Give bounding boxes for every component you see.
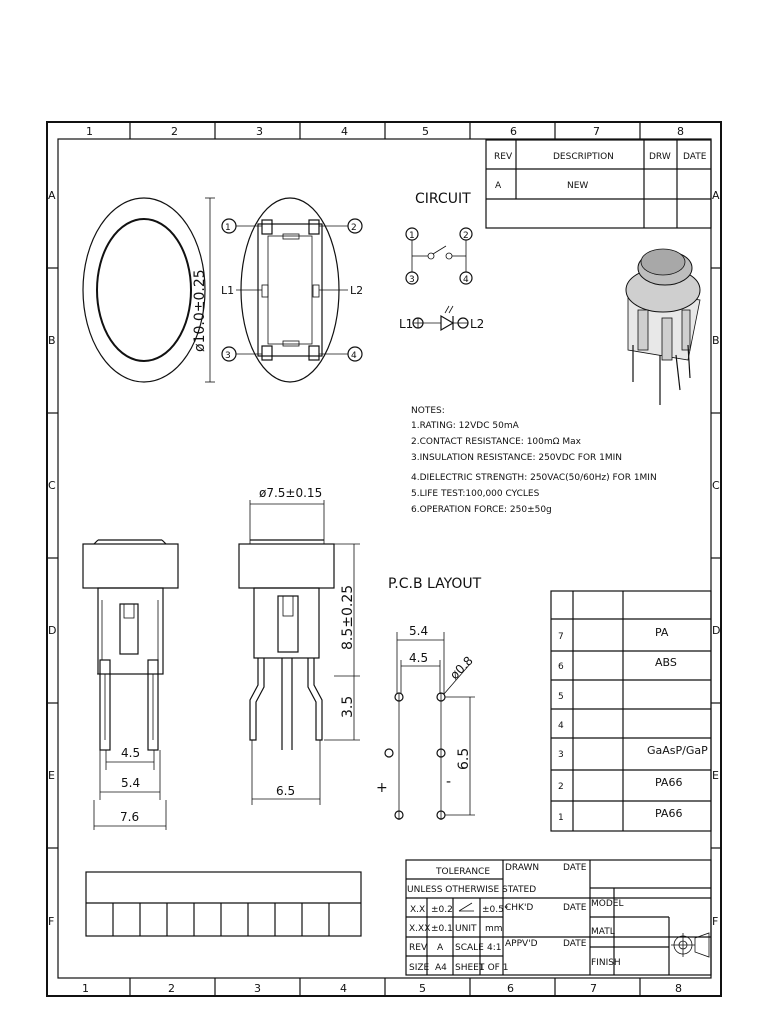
row-label: B	[48, 334, 56, 347]
col-label: 4	[340, 982, 347, 995]
outer-frame	[47, 122, 721, 996]
side-dim-pitch: 6.5	[276, 784, 296, 798]
part-material: ABS	[655, 656, 677, 669]
side-dim-height: 8.5±0.25	[340, 584, 356, 650]
circuit-title: CIRCUIT	[415, 191, 471, 207]
col-label: 5	[422, 125, 429, 138]
chkd-date-label: DATE	[563, 903, 587, 913]
scale-label: SCALE	[455, 943, 484, 953]
drawn-label: DRAWN	[505, 863, 540, 873]
rev-value: A	[495, 181, 502, 191]
part-number: 7	[558, 632, 564, 642]
pcb-layout	[376, 576, 482, 820]
circuit-led-right-label: L2	[470, 317, 485, 331]
switch-top-view	[221, 198, 363, 382]
front-dim-inner: 4.5	[121, 746, 141, 760]
top-pin-label: 2	[351, 223, 357, 233]
col-label: 8	[677, 125, 684, 138]
pcb-dim-inner: 4.5	[409, 651, 429, 665]
notes-heading: NOTES:	[411, 406, 445, 416]
row-label: E	[48, 769, 55, 782]
inner-frame	[58, 139, 711, 978]
rev-header: REV	[494, 152, 513, 162]
row-label: A	[48, 189, 56, 202]
notes-block	[411, 406, 657, 515]
note-item: 3.INSULATION RESISTANCE: 250VDC FOR 1MIN	[411, 453, 623, 463]
size-label: SIZE	[409, 963, 430, 973]
col-label: 7	[593, 125, 600, 138]
row-label: E	[712, 769, 719, 782]
col-label: 1	[86, 125, 93, 138]
apprvd-date-label: DATE	[563, 939, 587, 949]
switch-3d-illustration	[626, 249, 700, 405]
unless-stated-label: UNLESS OTHERWISE STATED	[407, 885, 537, 895]
chkd-label: CHK'D	[505, 903, 534, 913]
col-label: 2	[168, 982, 175, 995]
pcb-dim-outer: 5.4	[409, 624, 429, 638]
part-material: PA	[655, 626, 669, 639]
row-label: A	[712, 189, 720, 202]
row-label: D	[48, 624, 57, 637]
parts-list-table	[551, 591, 711, 831]
col-label: 2	[171, 125, 178, 138]
part-number: 3	[558, 750, 564, 760]
part-number: 4	[558, 721, 564, 731]
unit-label: UNIT	[455, 924, 477, 934]
finish-label: FINISH	[591, 958, 621, 968]
top-led-right-label: L2	[350, 284, 364, 297]
empty-grid-block	[86, 872, 361, 936]
circuit-led-left-label: L1	[399, 317, 414, 331]
description-header: DESCRIPTION	[553, 152, 614, 162]
apprvd-label: APPV'D	[505, 939, 538, 949]
front-dim-outer: 7.6	[120, 810, 140, 824]
part-number: 1	[558, 813, 564, 823]
drw-header: DRW	[649, 152, 671, 162]
col-label: 8	[675, 982, 682, 995]
circuit-pin-label: 4	[463, 275, 469, 285]
tolerance-label: TOLERANCE	[436, 867, 491, 877]
bottom-column-labels	[82, 978, 682, 996]
col-label: 3	[256, 125, 263, 138]
rev-value: A	[437, 943, 444, 953]
sheet-label: SHEET	[455, 963, 485, 973]
xxx-tolerance: ±0.1	[431, 924, 453, 934]
top-led-left-label: L1	[221, 284, 235, 297]
row-label: F	[48, 915, 55, 928]
row-label: D	[712, 624, 721, 637]
note-item: 6.OPERATION FORCE: 250±50g	[411, 505, 552, 515]
matl-label: MATL	[591, 927, 615, 937]
side-dim-pin: 3.5	[340, 695, 356, 718]
cap-top-view	[83, 198, 215, 382]
description-value: NEW	[567, 181, 589, 191]
part-number: 5	[558, 692, 564, 702]
angle-icon	[459, 903, 474, 911]
col-label: 3	[254, 982, 261, 995]
circuit-pin-label: 2	[463, 231, 469, 241]
col-label: 6	[507, 982, 514, 995]
rev-label: REV	[409, 943, 428, 953]
pcb-dim-hole: ø0.8	[447, 653, 476, 683]
part-number: 2	[558, 782, 564, 792]
date-header: DATE	[683, 152, 707, 162]
part-material: PA66	[655, 776, 683, 789]
top-column-labels	[86, 122, 684, 139]
row-label: F	[712, 915, 719, 928]
part-material: GaAsP/GaP	[647, 744, 708, 757]
note-item: 4.DIELECTRIC STRENGTH: 250VAC(50/60Hz) FOR 1MIN	[411, 473, 657, 483]
row-label: C	[48, 479, 56, 492]
circuit-pin-label: 3	[409, 275, 415, 285]
part-material: PA66	[655, 807, 683, 820]
xx-label: X.X	[410, 905, 426, 915]
xxx-label: X.XX	[409, 924, 431, 934]
side-view	[239, 486, 360, 805]
pcb-plus-mark: +	[376, 780, 388, 796]
note-item: 5.LIFE TEST:100,000 CYCLES	[411, 489, 540, 499]
part-number: 6	[558, 662, 564, 672]
top-pin-label: 3	[225, 351, 231, 361]
pcb-dim-vertical: 6.5	[456, 747, 472, 770]
pcb-title: P.C.B LAYOUT	[388, 576, 482, 592]
xx-tolerance: ±0.2	[431, 905, 453, 915]
col-label: 4	[341, 125, 348, 138]
pcb-minus-mark: -	[446, 774, 452, 790]
col-label: 7	[590, 982, 597, 995]
top-pin-label: 1	[225, 223, 231, 233]
top-pin-label: 4	[351, 351, 357, 361]
title-block	[406, 860, 711, 975]
row-label: B	[712, 334, 720, 347]
model-label: MODEL	[591, 899, 624, 909]
left-row-labels	[47, 189, 58, 928]
right-row-labels	[711, 189, 721, 928]
side-dim-cap: ø7.5±0.15	[259, 486, 323, 500]
col-label: 1	[82, 982, 89, 995]
size-value: A4	[435, 963, 447, 973]
circuit-pin-label: 1	[409, 231, 415, 241]
note-item: 1.RATING: 12VDC 50mA	[411, 421, 519, 431]
col-label: 5	[419, 982, 426, 995]
front-dim-mid: 5.4	[121, 776, 141, 790]
circuit-diagram	[399, 191, 484, 331]
front-view	[83, 540, 178, 830]
cap-diameter-dim: ø10.0±0.25	[192, 269, 208, 352]
row-label: C	[712, 479, 720, 492]
revision-table	[486, 140, 711, 228]
sheet-value: 1 OF 1	[479, 963, 509, 973]
note-item: 2.CONTACT RESISTANCE: 100mΩ Max	[411, 437, 581, 447]
angle-tolerance: ±0.5°	[482, 905, 509, 915]
unit-value: mm	[485, 924, 503, 934]
scale-value: 4:1	[487, 943, 502, 953]
drawn-date-label: DATE	[563, 863, 587, 873]
col-label: 6	[510, 125, 517, 138]
